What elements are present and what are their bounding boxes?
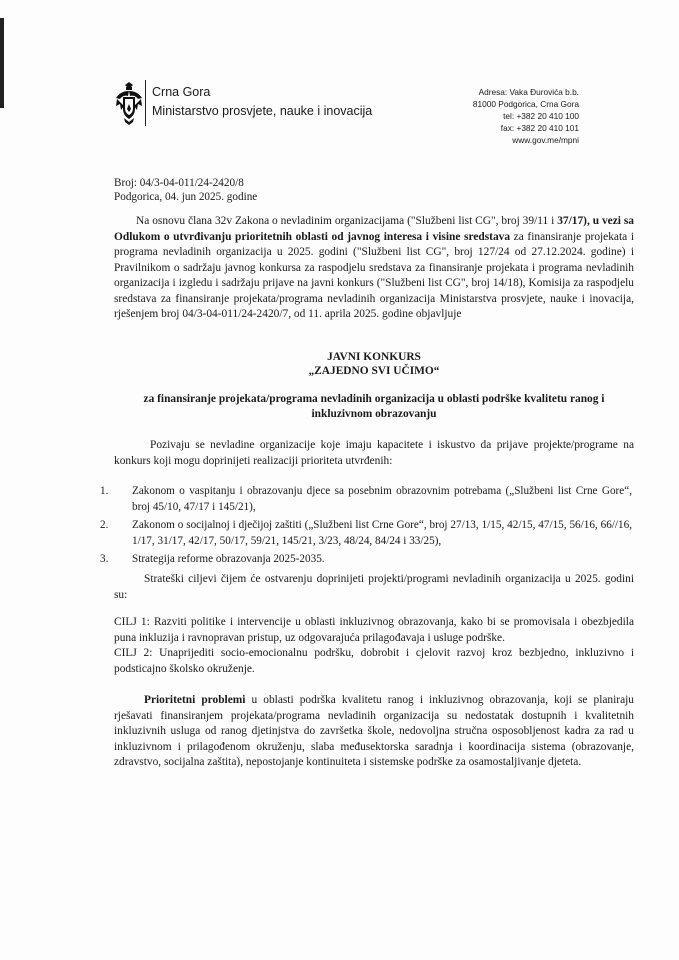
contact-web: www.gov.me/mpni [512, 135, 579, 145]
problems-text: u oblasti podrška kvalitetu ranog i inkluzivnog obrazovanja, koji se planiraju rješavati finansiranjem projekata/programa nevladinih organizacija su nedostatak dostupnih i kvalitetnih inkluzivnih usluga od ranog djetinjstva do završetka škole, nedovoljna stručna osposobljenost kadra za rad u inkluzivnom i prilagođenom okruženju, slaba međusektorska saradnja i koordinacija sistema (obrazovanje, zdravstvo, socijalna zaštita), nepostojanje kontinuiteta i sistemske podrške za osamostaljivanje djeteta. [114, 694, 634, 768]
problems-paragraph [114, 693, 634, 771]
list-item-text: Strategija reforme obrazovanja 2025-2035. [132, 553, 325, 565]
contact-tel: tel: +382 20 410 100 [503, 111, 579, 121]
ministry-name: Ministarstvo prosvjete, nauke i inovacija [152, 104, 373, 118]
list-item-number: 2. [100, 519, 109, 531]
list-item [96, 552, 632, 568]
list-item-number: 3. [100, 553, 109, 565]
institution-name [152, 83, 372, 121]
intro-bold: 37/17), u vezi sa Odlukom o utvrđivanju prioritetnih oblasti od javnog interesa i visine sredstava [114, 215, 634, 243]
contact-fax: fax: +382 20 410 101 [500, 123, 579, 133]
list-item-number: 1. [100, 485, 109, 497]
list-item-text: Zakonom o vaspitanju i obrazovanju djece sa posebnim obrazovnim potrebama („Službeni list Crne Gore“, broj 45/10, 47/17 i 145/21), [132, 485, 632, 513]
invite-paragraph: Pozivaju se nevladine organizacije koje imaju kapacitete i iskustvo da prijave projekte/programe na konkurs koji mogu doprinijeti realizaciji prioriteta utvrđenih: [114, 439, 634, 467]
competition-subtitle: za finansiranje projekata/programa nevladinih organizacija u oblasti podrške kvalitetu ranog i inkluzivnom obrazovanju [143, 393, 605, 420]
document-date: Podgorica, 04. jun 2025. godine [114, 191, 258, 203]
goals-intro: Strateški ciljevi čijem će ostvarenju doprinijeti projekti/programi nevladinih organizacija u 2025. godini su: [114, 573, 634, 601]
contact-address: Adresa: Vaka Đurovića b.b. [478, 87, 579, 97]
goal-1: CILJ 1: Razviti politike i intervencije u oblasti inkluzivnog obrazovanja, kako bi se promovisala i obezbjedila puna inkluzija i ravnopravan pristup, uz odgovarajuća prilagođavaja i usluge podrške. [114, 616, 634, 644]
reference-block [114, 176, 257, 204]
intro-part3: za finansiranje projekata i programa nevladinih organizacija u 2025. godini ("Službeni list CG", broj 127/24 od 27.12.2024. godine) i Pravilnikom o sadržaju javnog konkursa za raspodjelu sredstava za finansiranje projekata i programa nevladinih organizacija i izgledu i sadržaju prijave na javni konkurs ("Službeni list CG", broj 14/18), Komisija za raspodjelu sredstava za finansiranje projekata/programa nevladinih organizacija Ministarstva prosvjete, nauke i inovacija, rješenjem broj 04/3-04-011/24-2420/7, od 11. aprila 2025. godine objavljuje [114, 230, 635, 320]
scan-edge-mark [0, 18, 4, 108]
list-item [96, 518, 632, 549]
competition-name: „ZAJEDNO SVI UČIMO“ [308, 365, 440, 377]
list-item [96, 484, 632, 515]
problems-lead: Prioritetni problemi [144, 694, 246, 706]
contact-block [473, 86, 579, 146]
document-number: Broj: 04/3-04-011/24-2420/8 [114, 177, 244, 189]
priorities-list [96, 484, 632, 571]
contact-city: 81000 Podgorica, Crna Gora [472, 99, 579, 109]
country-name: Crna Gora [152, 85, 211, 99]
goal-2: CILJ 2: Unaprijediti socio-emocionalnu podršku, dobrobit i cjelovit razvoj kroz bezbjedno, inkluzivno i podsticajno školsko okruženje. [114, 647, 634, 675]
montenegro-coat-of-arms-icon [114, 82, 144, 126]
intro-part1: Na osnovu člana 32v Zakona o nevladinim organizacijama ("Službeni list CG", broj 39/11 i [136, 215, 558, 227]
competition-title: JAVNI KONKURS [327, 351, 421, 363]
header-divider [145, 80, 146, 126]
intro-paragraph [114, 214, 634, 323]
list-item-text: Zakonom o socijalnoj i dječijoj zaštiti („Službeni list Crne Gore“, broj 27/13, 1/15, 42/15, 47/15, 56/16, 66//16, 1/17, 31/17, 42/17, 50/17, 59/21, 145/21, 3/23, 48/24, 84/24 i 33/25), [132, 519, 632, 547]
